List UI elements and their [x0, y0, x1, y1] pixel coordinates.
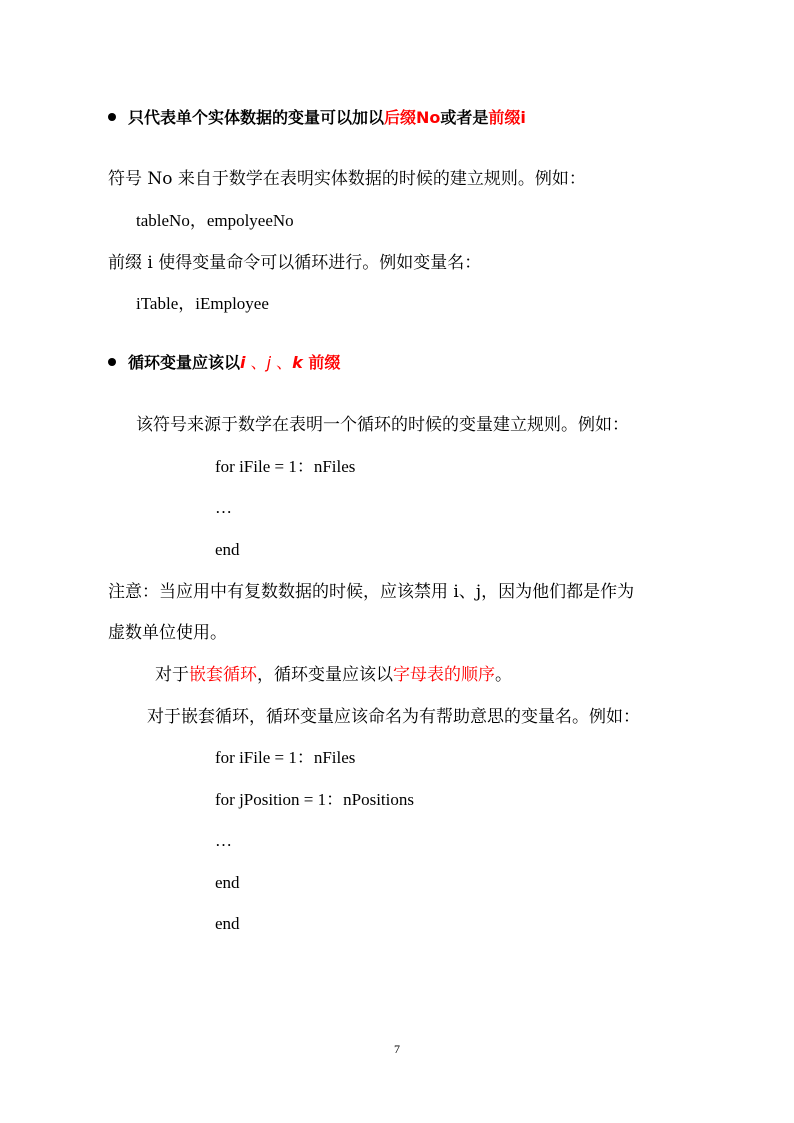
section1-para1: 符号 No 来自于数学在表明实体数据的时候的建立规则。例如： [108, 169, 586, 189]
nested-rule-red1: 嵌套循环 [189, 665, 257, 685]
section2-para1: 该符号来源于数学在表明一个循环的时候的变量建立规则。例如： [136, 415, 629, 435]
section1-heading-prefix: 只代表单个实体数据的变量可以加以 [128, 108, 385, 127]
section1-heading-mid: 或者是 [440, 108, 489, 127]
nested-rule-red2: 字母表的顺序 [393, 665, 495, 685]
section1-example2: iTable，iEmployee [136, 294, 269, 313]
note-line1: 注意：当应用中有复数数据的时候，应该禁用 i、j，因为他们都是作为 [108, 582, 635, 602]
nested-rule [155, 663, 512, 687]
nested-para: 对于嵌套循环，循环变量应该命名为有帮助意思的变量名。例如： [147, 707, 640, 727]
code2-line: for iFile = 1：nFiles [215, 748, 356, 767]
code2-line: end [215, 873, 240, 892]
section2-heading-k: k [292, 353, 303, 372]
section2-heading-suffix: 前缀 [302, 353, 341, 372]
bullet-icon [108, 358, 116, 366]
section2-heading-prefix: 循环变量应该以 [128, 353, 241, 372]
code2-line: end [215, 914, 240, 933]
nested-rule-suffix: 。 [495, 665, 512, 685]
code1-line: end [215, 540, 240, 559]
bullet-icon [108, 113, 116, 121]
code2-line: … [215, 831, 232, 850]
section1-para2: 前缀 i 使得变量命令可以循环进行。例如变量名： [108, 253, 482, 273]
code1-line: for iFile = 1：nFiles [215, 457, 356, 476]
section1-heading-suffix-no: 后缀No [384, 108, 441, 127]
note-line2: 虚数单位使用。 [108, 623, 227, 643]
section2-heading-j: j [266, 353, 272, 372]
code1-line: … [215, 498, 232, 517]
page-number: 7 [394, 1042, 400, 1056]
section1-example1: tableNo，empolyeeNo [136, 211, 294, 230]
section2-heading-i: i [240, 353, 246, 372]
nested-rule-prefix: 对于 [155, 665, 189, 685]
section1-heading-prefix-i: 前缀i [488, 108, 526, 127]
section2-heading [108, 351, 340, 375]
code2-line: for jPosition = 1：nPositions [215, 790, 414, 809]
section2-heading-sep1: 、 [245, 353, 267, 372]
section1-heading [108, 106, 526, 130]
section2-heading-sep2: 、 [271, 353, 293, 372]
nested-rule-mid: ，循环变量应该以 [257, 665, 393, 685]
